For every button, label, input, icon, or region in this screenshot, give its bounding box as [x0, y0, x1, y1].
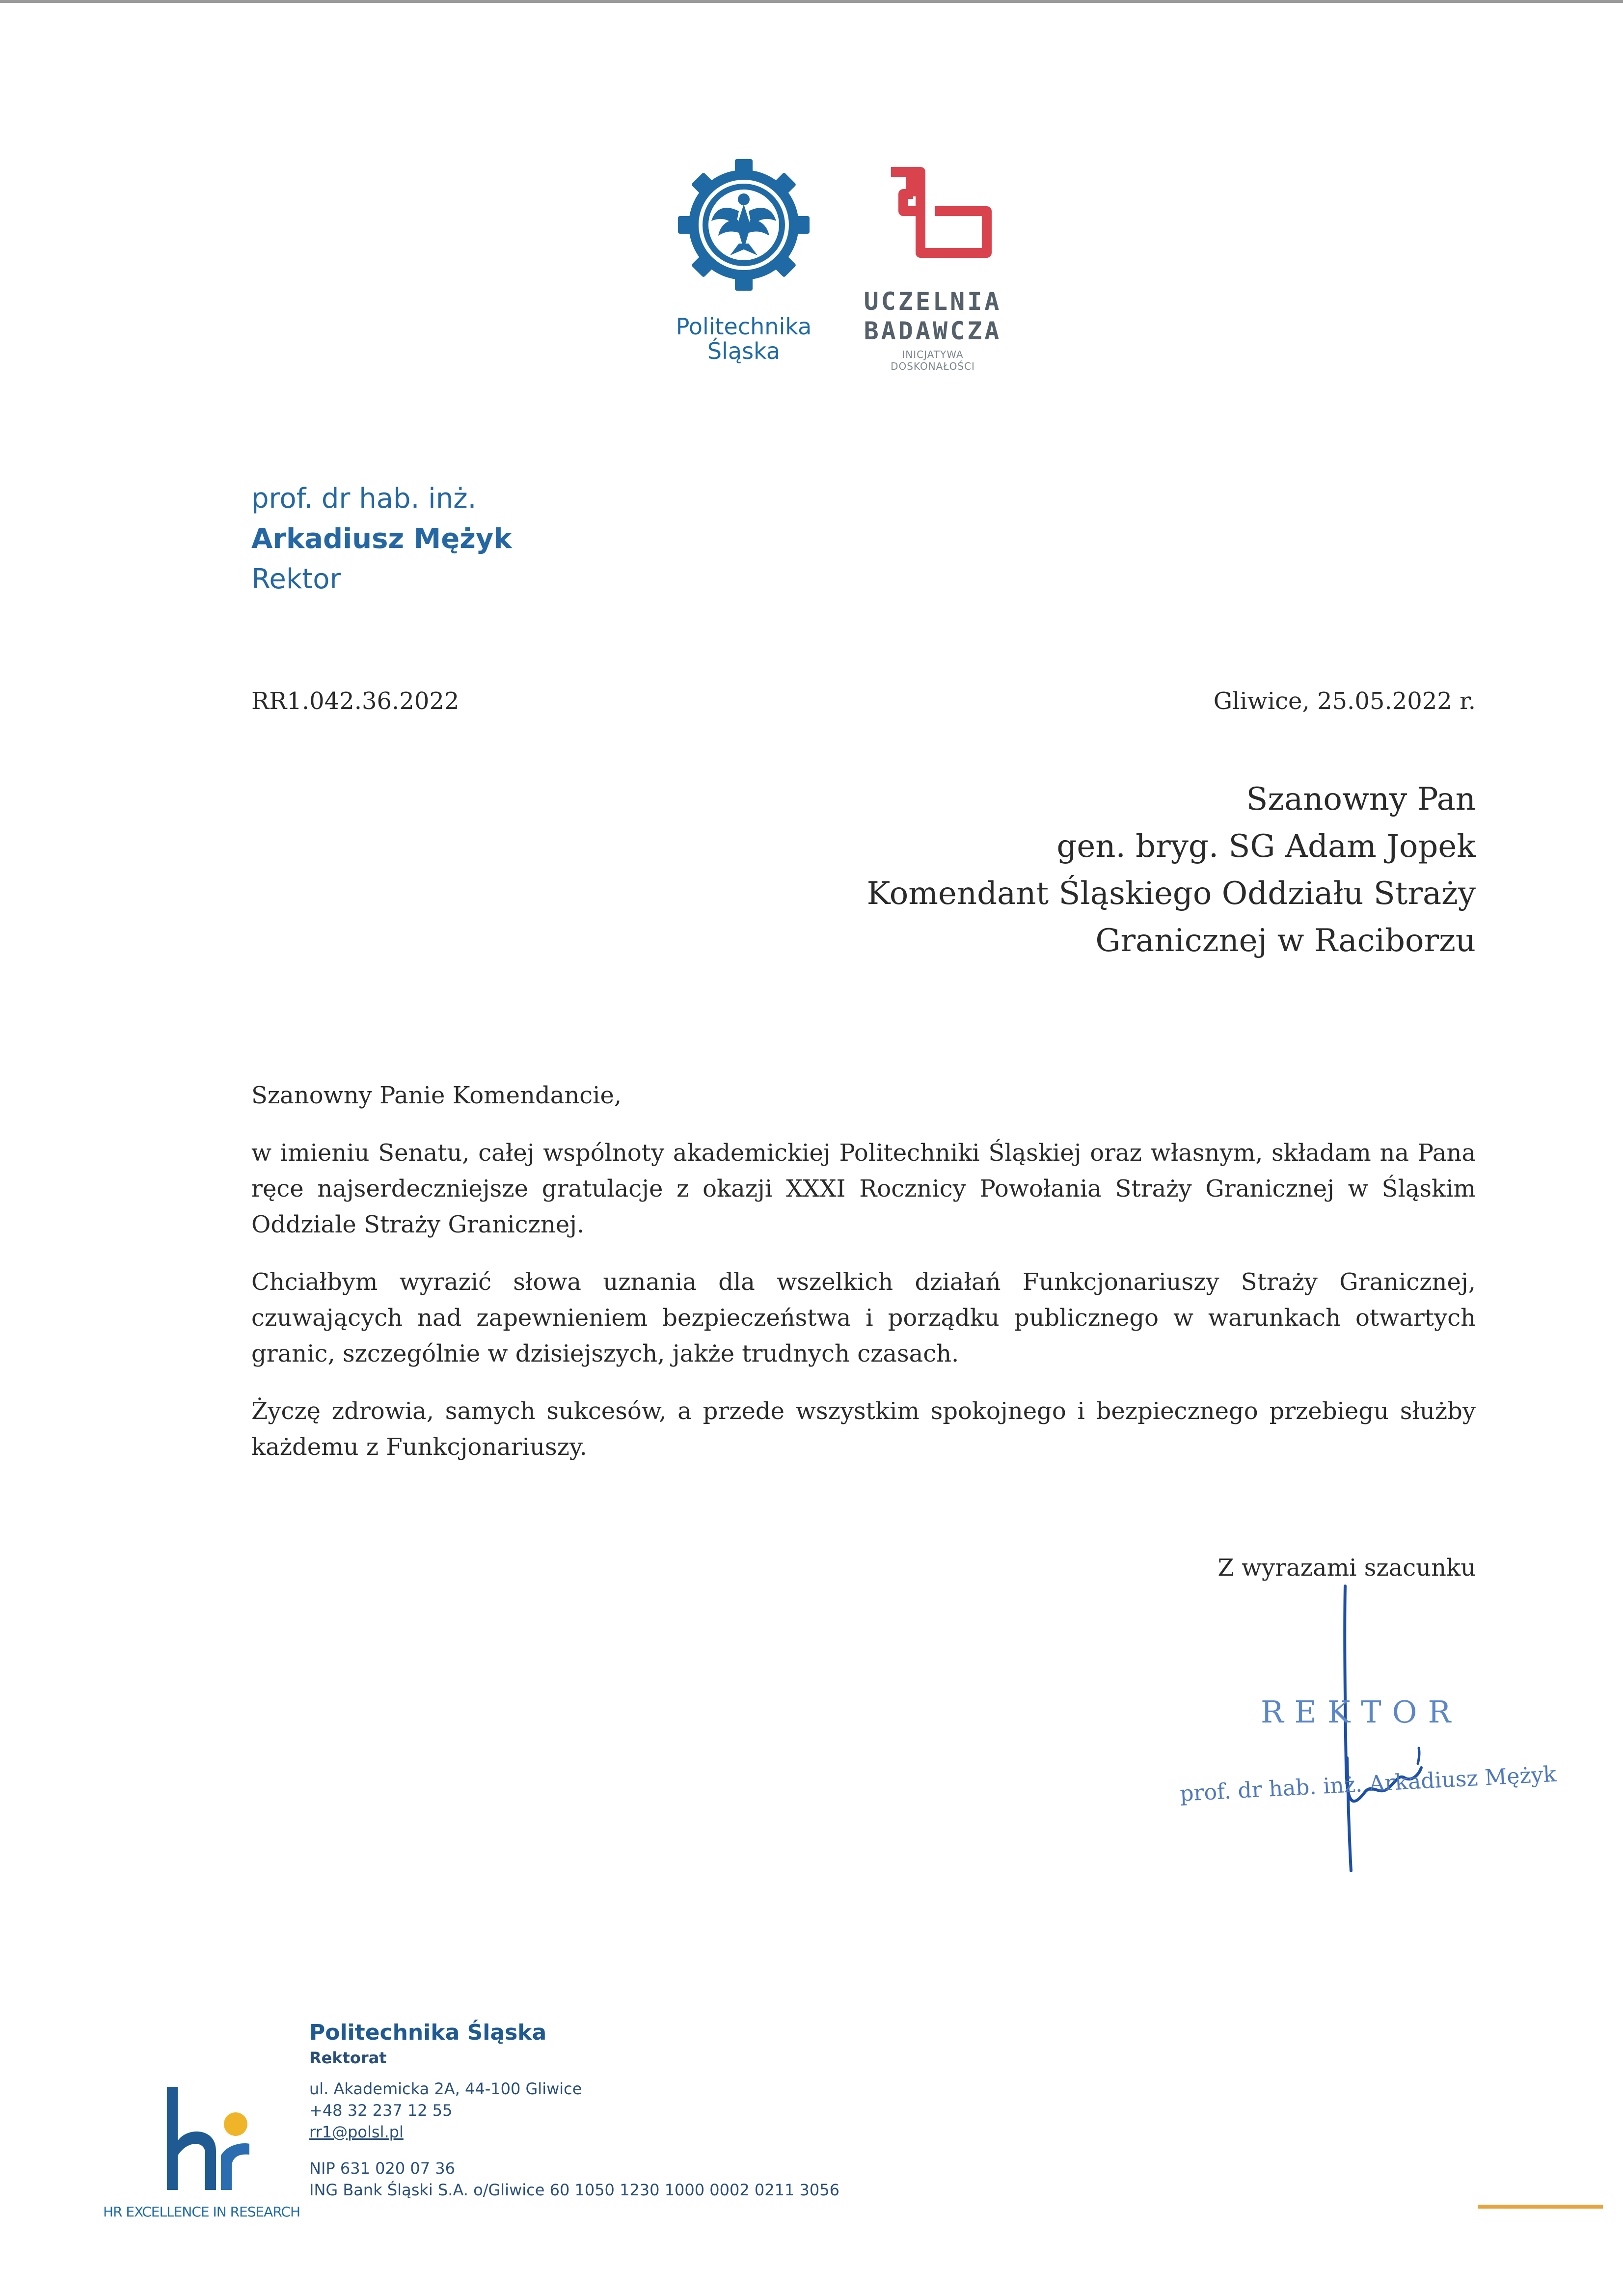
footer-nip: NIP 631 020 07 36	[309, 2159, 455, 2178]
logo-line-1: Politechnika	[676, 313, 812, 340]
place-date: Gliwice, 25.05.2022 r.	[1213, 687, 1476, 715]
letter-body	[251, 1078, 1476, 1487]
sender-position: Rektor	[251, 563, 341, 595]
addressee-line-1: Szanowny Pan	[1246, 781, 1476, 818]
salutation: Szanowny Panie Komendancie,	[251, 1082, 622, 1109]
stamp-title: REKTOR	[1261, 1694, 1462, 1730]
sender-name: Arkadiusz Mężyk	[251, 523, 512, 555]
footer-contact	[309, 2019, 839, 2201]
logo-badawcza-text: BADAWCZA	[864, 317, 1002, 345]
footer-bank: ING Bank Śląski S.A. o/Gliwice 60 1050 1230 1000 0002 0211 3056	[309, 2181, 839, 2199]
reference-number: RR1.042.36.2022	[251, 687, 460, 715]
hr-excellence-logo-icon	[162, 2082, 255, 2200]
logo-line-2: Śląska	[707, 338, 781, 364]
addressee-line-4: Granicznej w Raciborzu	[1095, 923, 1476, 959]
sender-block	[251, 479, 512, 600]
footer-address: ul. Akademicka 2A, 44-100 Gliwice	[309, 2079, 582, 2098]
accent-line	[1478, 2205, 1603, 2209]
footer-phone: +48 32 237 12 55	[309, 2101, 453, 2120]
sender-title: prof. dr hab. inż.	[251, 483, 477, 515]
addressee-line-2: gen. bryg. SG Adam Jopek	[1056, 828, 1476, 865]
logo-uczelnia-text: UCZELNIA	[864, 287, 1002, 316]
paragraph-3: Życzę zdrowia, samych sukcesów, a przede wszystkim spokojnego i bezpiecznego przebiegu służby każdemu z Funkcjonariuszy.	[251, 1397, 1476, 1461]
ub-monogram-icon	[881, 167, 999, 280]
footer-unit: Rektorat	[309, 2049, 387, 2067]
stamp-name: prof. dr hab. inż. Arkadiusz Mężyk	[1179, 1761, 1557, 1806]
footer-org: Politechnika Śląska	[309, 2020, 547, 2045]
closing-phrase: Z wyrazami szacunku	[1217, 1554, 1476, 1582]
hr-caption: HR EXCELLENCE IN RESEARCH	[103, 2204, 300, 2220]
addressee-line-3: Komendant Śląskiego Oddziału Straży	[866, 875, 1476, 912]
footer-email-link[interactable]: rr1@polsl.pl	[309, 2123, 404, 2141]
paragraph-1: w imieniu Senatu, całej wspólnoty akademickiej Politechniki Śląskiej oraz własnym, składam na Pana ręce najserdeczniejsze gratulacje z okazji XXXI Rocznicy Powołania Straży Granicznej w Śląskim Oddziale Straży Granicznej.	[251, 1139, 1476, 1238]
paragraph-2: Chciałbym wyrazić słowa uznania dla wszelkich działań Funkcjonariuszy Straży Granicznej, czuwających nad zapewnieniem bezpieczeństwa i porządku publicznego w warunkach otwartych granic, szczególnie w dzisiejszych, jakże trudnych czasach.	[251, 1268, 1476, 1367]
gear-eagle-icon	[676, 157, 812, 293]
scan-top-edge	[0, 0, 1623, 3]
addressee-block	[867, 776, 1476, 964]
logo-tagline: INICJATYWA DOSKONAŁOŚCI	[891, 349, 975, 372]
